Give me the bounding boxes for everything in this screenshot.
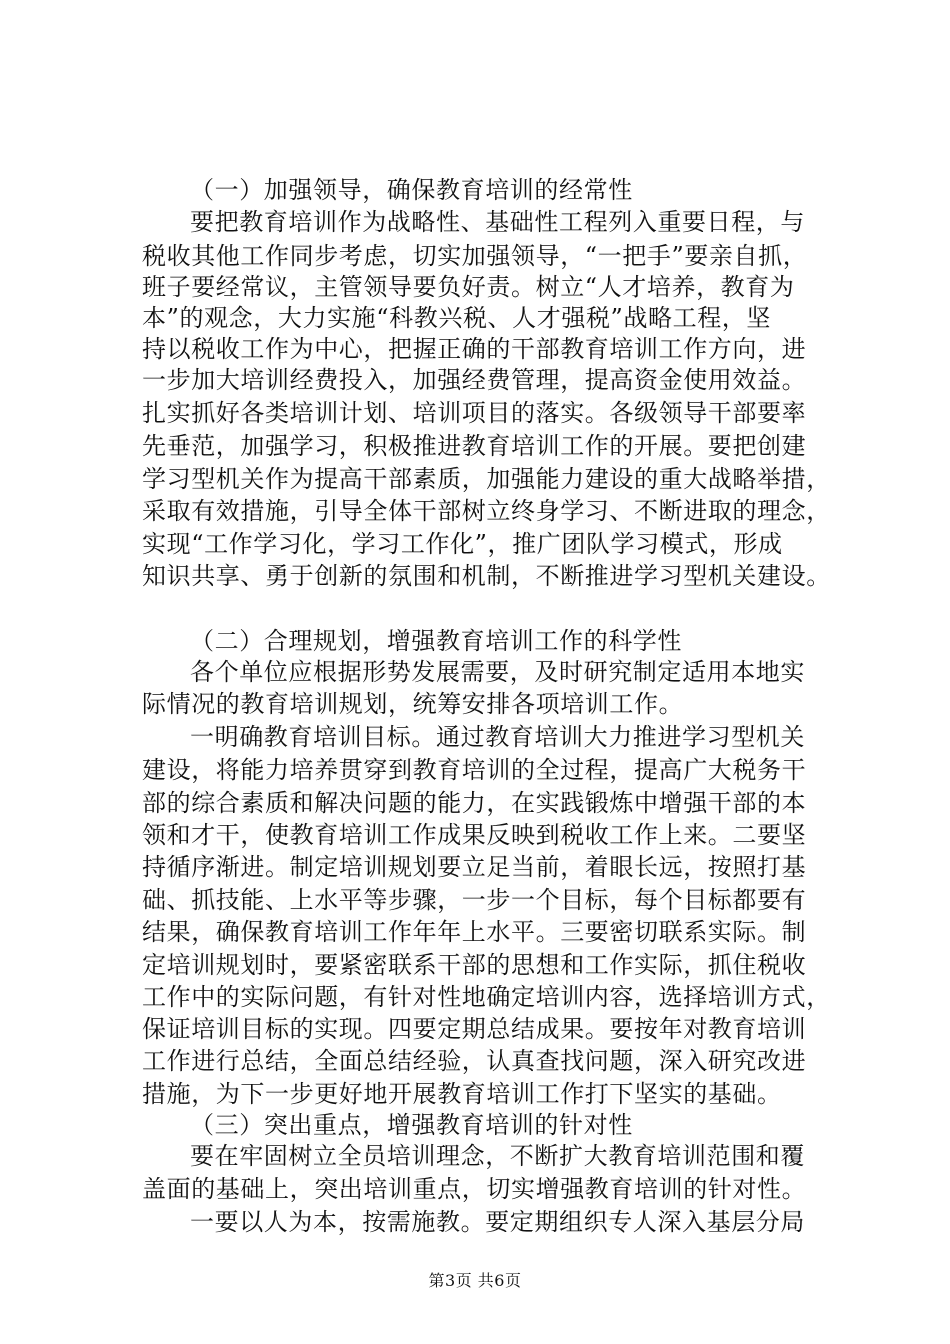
paragraph-line: 部的综合素质和解决问题的能力，在实践锻炼中增强干部的本 bbox=[142, 789, 807, 817]
section-heading-3: （三）突出重点，增强教育培训的针对性 bbox=[190, 1111, 633, 1139]
paragraph-line: 盖面的基础上，突出培训重点，切实增强教育培训的针对性。 bbox=[142, 1175, 807, 1203]
paragraph-line: 各个单位应根据形势发展需要，及时研究制定适用本地实 bbox=[190, 658, 805, 686]
paragraph-line: 措施，为下一步更好地开展教育培训工作打下坚实的基础。 bbox=[142, 1080, 782, 1108]
paragraph-line: 持循序渐进。制定培训规划要立足当前，着眼长远，按照打基 bbox=[142, 853, 807, 881]
paragraph-line: 学习型机关作为提高干部素质，加强能力建设的重大战略举措， bbox=[142, 465, 831, 493]
paragraph-line: 一要以人为本，按需施教。要定期组织专人深入基层分局 bbox=[190, 1208, 805, 1236]
page-footer: 第3页 共6页 bbox=[428, 1271, 522, 1290]
paragraph-line: 持以税收工作为中心，把握正确的干部教育培训工作方向，进 bbox=[142, 335, 807, 363]
section-heading-2: （二）合理规划，增强教育培训工作的科学性 bbox=[190, 627, 682, 655]
paragraph-line: 结果，确保教育培训工作年年上水平。三要密切联系实际。制 bbox=[142, 918, 807, 946]
paragraph-line: 先垂范，加强学习，积极推进教育培训工作的开展。要把创建 bbox=[142, 432, 807, 460]
paragraph-line: 领和才干，使教育培训工作成果反映到税收工作上来。二要坚 bbox=[142, 821, 807, 849]
paragraph-line: 一明确教育培训目标。通过教育培训大力推进学习型机关 bbox=[190, 723, 805, 751]
paragraph-line: 际情况的教育培训规划，统筹安排各项培训工作。 bbox=[142, 690, 684, 718]
paragraph-line: 工作中的实际问题，有针对性地确定培训内容，选择培训方式， bbox=[142, 983, 831, 1011]
paragraph-line: 要在牢固树立全员培训理念，不断扩大教育培训范围和覆 bbox=[190, 1142, 805, 1170]
paragraph-line: 实现“工作学习化，学习工作化”，推广团队学习模式，形成 bbox=[142, 530, 783, 558]
paragraph-line: 税收其他工作同步考虑，切实加强领导，“一把手”要亲自抓， bbox=[142, 242, 808, 270]
paragraph-line: 定培训规划时，要紧密联系干部的思想和工作实际，抓住税收 bbox=[142, 951, 807, 979]
paragraph-line: 工作进行总结，全面总结经验，认真查找问题，深入研究改进 bbox=[142, 1047, 807, 1075]
paragraph-line: 保证培训目标的实现。四要定期总结成果。要按年对教育培训 bbox=[142, 1015, 807, 1043]
paragraph-line: 班子要经常议，主管领导要负好责。树立“人才培养，教育为 bbox=[142, 273, 795, 301]
paragraph-line: 一步加大培训经费投入，加强经费管理，提高资金使用效益。 bbox=[142, 366, 807, 394]
paragraph-line: 本”的观念，大力实施“科教兴税、人才强税”战略工程，坚 bbox=[142, 304, 772, 332]
paragraph-line: 础、抓技能、上水平等步骤，一步一个目标，每个目标都要有 bbox=[142, 886, 807, 914]
paragraph-line: 知识共享、勇于创新的氛围和机制，不断推进学习型机关建设。 bbox=[142, 562, 831, 590]
paragraph-line: 扎实抓好各类培训计划、培训项目的落实。各级领导干部要率 bbox=[142, 399, 807, 427]
paragraph-line: 采取有效措施，引导全体干部树立终身学习、不断进取的理念， bbox=[142, 497, 831, 525]
paragraph-line: 要把教育培训作为战略性、基础性工程列入重要日程，与 bbox=[190, 208, 805, 236]
paragraph-line: 建设，将能力培养贯穿到教育培训的全过程，提高广大税务干 bbox=[142, 756, 807, 784]
section-heading-1: （一）加强领导，确保教育培训的经常性 bbox=[190, 176, 633, 204]
